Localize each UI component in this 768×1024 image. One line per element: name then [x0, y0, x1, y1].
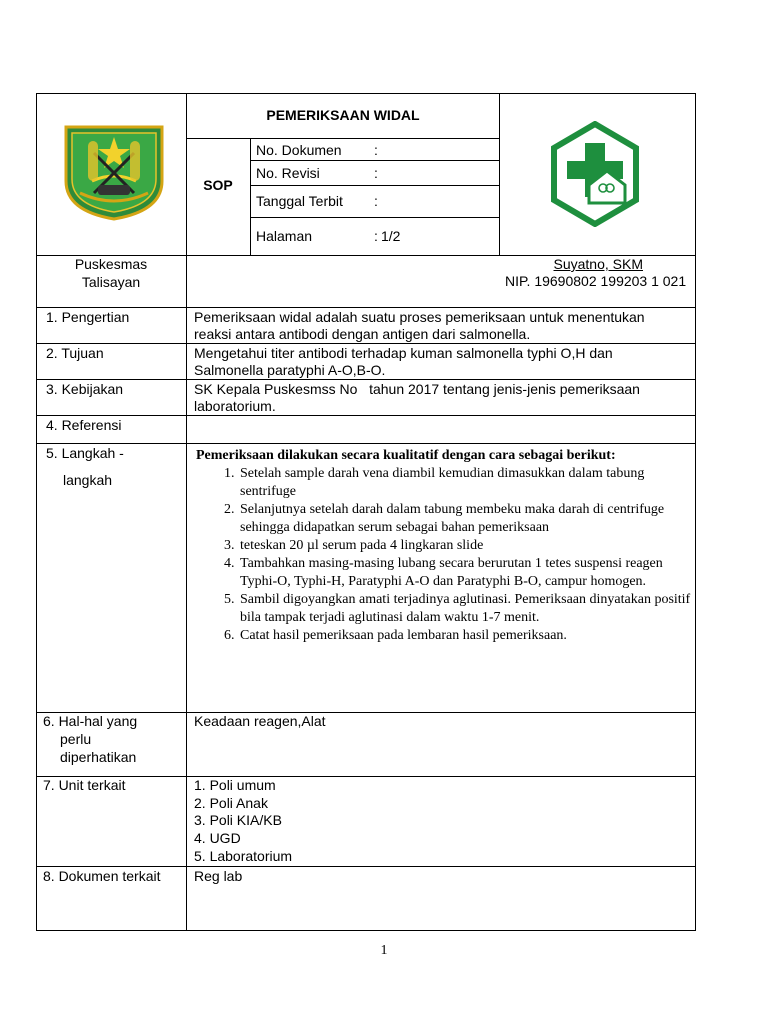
label-dokumen-terkait: 8. Dokumen terkait	[43, 868, 161, 884]
procedure-heading: Pemeriksaan dilakukan secara kualitatif dengan cara sebagai berikut:	[196, 448, 616, 463]
unit-item: 3. Poli KIA/KB	[194, 812, 282, 828]
label-langkah-line2: langkah	[63, 472, 113, 488]
label-pengertian: 1. Pengertian	[46, 309, 130, 325]
content-pengertian-line1: Pemeriksaan widal adalah suatu proses pemeriksaan untuk menentukan	[194, 309, 645, 325]
step-item: 3. teteskan 20 µl serum pada 4 lingkaran slide	[238, 537, 691, 555]
unit-item: 4. UGD	[194, 830, 241, 846]
content-tujuan-line1: Mengetahui titer antibodi terhadap kuman salmonella typhi O,H dan	[194, 345, 613, 361]
regency-emblem-logo	[62, 123, 166, 221]
meta-sep-no-dokumen: :	[374, 142, 378, 158]
page-number: 1	[380, 943, 388, 958]
step-item: 1. Setelah sample darah vena diambil kemudian dimasukkan dalam tabung sentrifuge	[238, 465, 691, 501]
meta-value-halaman: 1/2	[381, 228, 401, 244]
signer-name: Suyatno, SKM	[553, 256, 643, 272]
meta-label-no-dokumen: No. Dokumen	[256, 142, 342, 158]
org-name-line1: Puskesmas	[74, 256, 148, 272]
content-tujuan-line2: Salmonella paratyphi A-O,B-O.	[194, 362, 386, 378]
meta-sep-tanggal-terbit: :	[374, 193, 378, 209]
meta-label-no-revisi: No. Revisi	[256, 165, 320, 181]
content-hal-hal: Keadaan reagen,Alat	[194, 713, 326, 729]
step-item: 6. Catat hasil pemeriksaan pada lembaran hasil pemeriksaan.	[238, 627, 691, 645]
puskesmas-logo	[549, 121, 641, 227]
meta-label-halaman: Halaman	[256, 228, 313, 244]
org-name-line2: Talisayan	[81, 274, 141, 290]
label-hal-hal-line1: 6. Hal-hal yang	[43, 713, 138, 729]
step-item: 2. Selanjutnya setelah darah dalam tabung membeku maka darah di centrifuge sehingga didapatkan serum sebagai bahan pemeriksaan	[238, 501, 691, 537]
label-hal-hal-line2: perlu	[60, 731, 92, 747]
label-langkah-line1: 5. Langkah -	[46, 445, 124, 461]
label-hal-hal-line3: diperhatikan	[60, 749, 137, 765]
content-dokumen-terkait: Reg lab	[194, 868, 243, 884]
label-referensi: 4. Referensi	[46, 417, 122, 433]
meta-sep-halaman: :	[374, 228, 378, 244]
sop-label: SOP	[203, 177, 233, 193]
meta-label-tanggal-terbit: Tanggal Terbit	[256, 193, 343, 209]
steps-list	[196, 465, 691, 645]
meta-sep-no-revisi: :	[374, 165, 378, 181]
unit-item: 5. Laboratorium	[194, 848, 293, 864]
label-unit-terkait: 7. Unit terkait	[43, 777, 126, 793]
signer-nip: NIP. 19690802 199203 1 021	[505, 273, 687, 289]
step-item: 5. Sambil digoyangkan amati terjadinya aglutinasi. Pemeriksaan dinyatakan positif bila tampak terjadi aglutinasi dalam waktu 1-7 menit.	[238, 591, 691, 627]
label-kebijakan: 3. Kebijakan	[46, 381, 124, 397]
unit-item: 1. Poli umum	[194, 777, 276, 793]
content-pengertian-line2: reaksi antara antibodi dengan antigen dari salmonella.	[194, 326, 531, 342]
content-kebijakan-line1: SK Kepala Puskesmss No tahun 2017 tentang jenis-jenis pemeriksaan	[194, 381, 640, 397]
unit-item: 2. Poli Anak	[194, 795, 268, 811]
label-tujuan: 2. Tujuan	[46, 345, 104, 361]
step-item: 4. Tambahkan masing-masing lubang secara berurutan 1 tetes suspensi reagen Typhi-O, Typhi-H, Paratyphi A-O dan Paratyphi B-O, campur homogen.	[238, 555, 691, 591]
content-kebijakan-line2: laboratorium.	[194, 398, 276, 414]
document-title: PEMERIKSAAN WIDAL	[266, 107, 420, 123]
procedure-steps	[196, 447, 691, 645]
